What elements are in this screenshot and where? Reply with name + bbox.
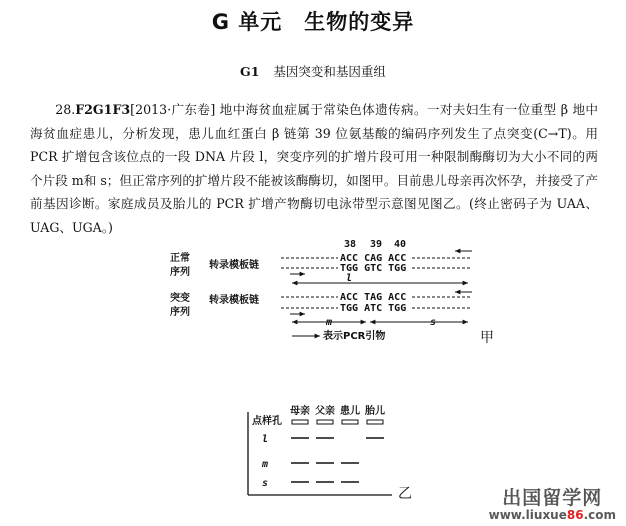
- watermark-url-number: 86: [566, 508, 584, 522]
- question-source: [2013·广东卷]: [130, 102, 216, 117]
- gel-column-header: 父亲: [315, 406, 335, 417]
- watermark-url-suffix: .com: [583, 508, 616, 522]
- mutant-bottom-seq: TGG ATC TGG: [340, 303, 407, 314]
- gel-well: [342, 420, 358, 424]
- codon-40-number: 40: [394, 239, 407, 250]
- question-tag: F2G1F3: [75, 102, 131, 117]
- normal-strand-label: 转录模板链: [209, 260, 259, 271]
- normal-label-1: 正常: [170, 253, 190, 264]
- topic-title: 生物的变异: [304, 10, 415, 34]
- codon-39-number: 39: [370, 239, 383, 250]
- watermark-url: [489, 508, 616, 522]
- gel-well: [367, 420, 383, 424]
- fragment-m-label: m: [326, 317, 333, 328]
- watermark-site-name: 出国留学网: [502, 487, 603, 509]
- watermark-url-prefix: www.liuxue: [488, 508, 567, 522]
- primer-legend-text: 表示PCR引物: [323, 331, 386, 342]
- site-watermark: [489, 483, 616, 522]
- mutant-label-2: 序列: [170, 307, 190, 318]
- gel-column-header: 胎儿: [365, 406, 385, 417]
- gel-column-header: 母亲: [290, 406, 310, 417]
- gel-row-label: m: [262, 459, 269, 470]
- gel-well: [317, 420, 333, 424]
- normal-top-seq: ACC CAG ACC: [340, 253, 407, 264]
- figure-a-caption: 甲: [480, 330, 494, 346]
- figure-b-caption: 乙: [398, 486, 412, 502]
- gel-column-header: 患儿: [340, 406, 360, 417]
- mutant-top-seq: ACC TAG ACC: [340, 292, 407, 303]
- question-number: 28.: [55, 102, 76, 117]
- fragment-s-label: s: [430, 317, 437, 328]
- mutant-label-1: 突变: [170, 293, 190, 304]
- gel-row-label: s: [262, 478, 269, 489]
- gel-well: [292, 420, 308, 424]
- section-name: 基因突变和基因重组: [273, 64, 386, 79]
- unit-title: G 单元: [211, 10, 283, 34]
- fragment-l-label: l: [346, 273, 353, 284]
- question-body: 地中海贫血症属于常染色体遗传病。一对夫妇生有一位重型 β 地中海贫血症患儿，分析发现，患儿血红蛋白 β 链第 39 位氨基酸的编码序列发生了点突变(C→T)。用 PCR 扩增包含该位点的一段 DNA 片段 l，突变序列的扩增片段可用一种限制酶酶切为大小不同的两个片段 m和 s；但正常序列的扩增片段不能被该酶酶切，如图甲。目前患儿母亲再次怀孕，并接受了产前基因诊断。家庭成员及胎儿的 PCR 扩增产物酶切电泳带型示意图见图乙。(终止密码子为 UAA、UAG、UGA。): [30, 102, 598, 235]
- mutant-strand-label: 转录模板链: [209, 295, 259, 306]
- normal-bottom-seq: TGG GTC TGG: [340, 263, 407, 274]
- gel-row-label: l: [262, 434, 269, 445]
- codon-38-number: 38: [344, 239, 357, 250]
- gel-row-header: 点样孔: [252, 416, 282, 427]
- section-code: G1: [240, 64, 260, 79]
- normal-label-2: 序列: [170, 267, 190, 278]
